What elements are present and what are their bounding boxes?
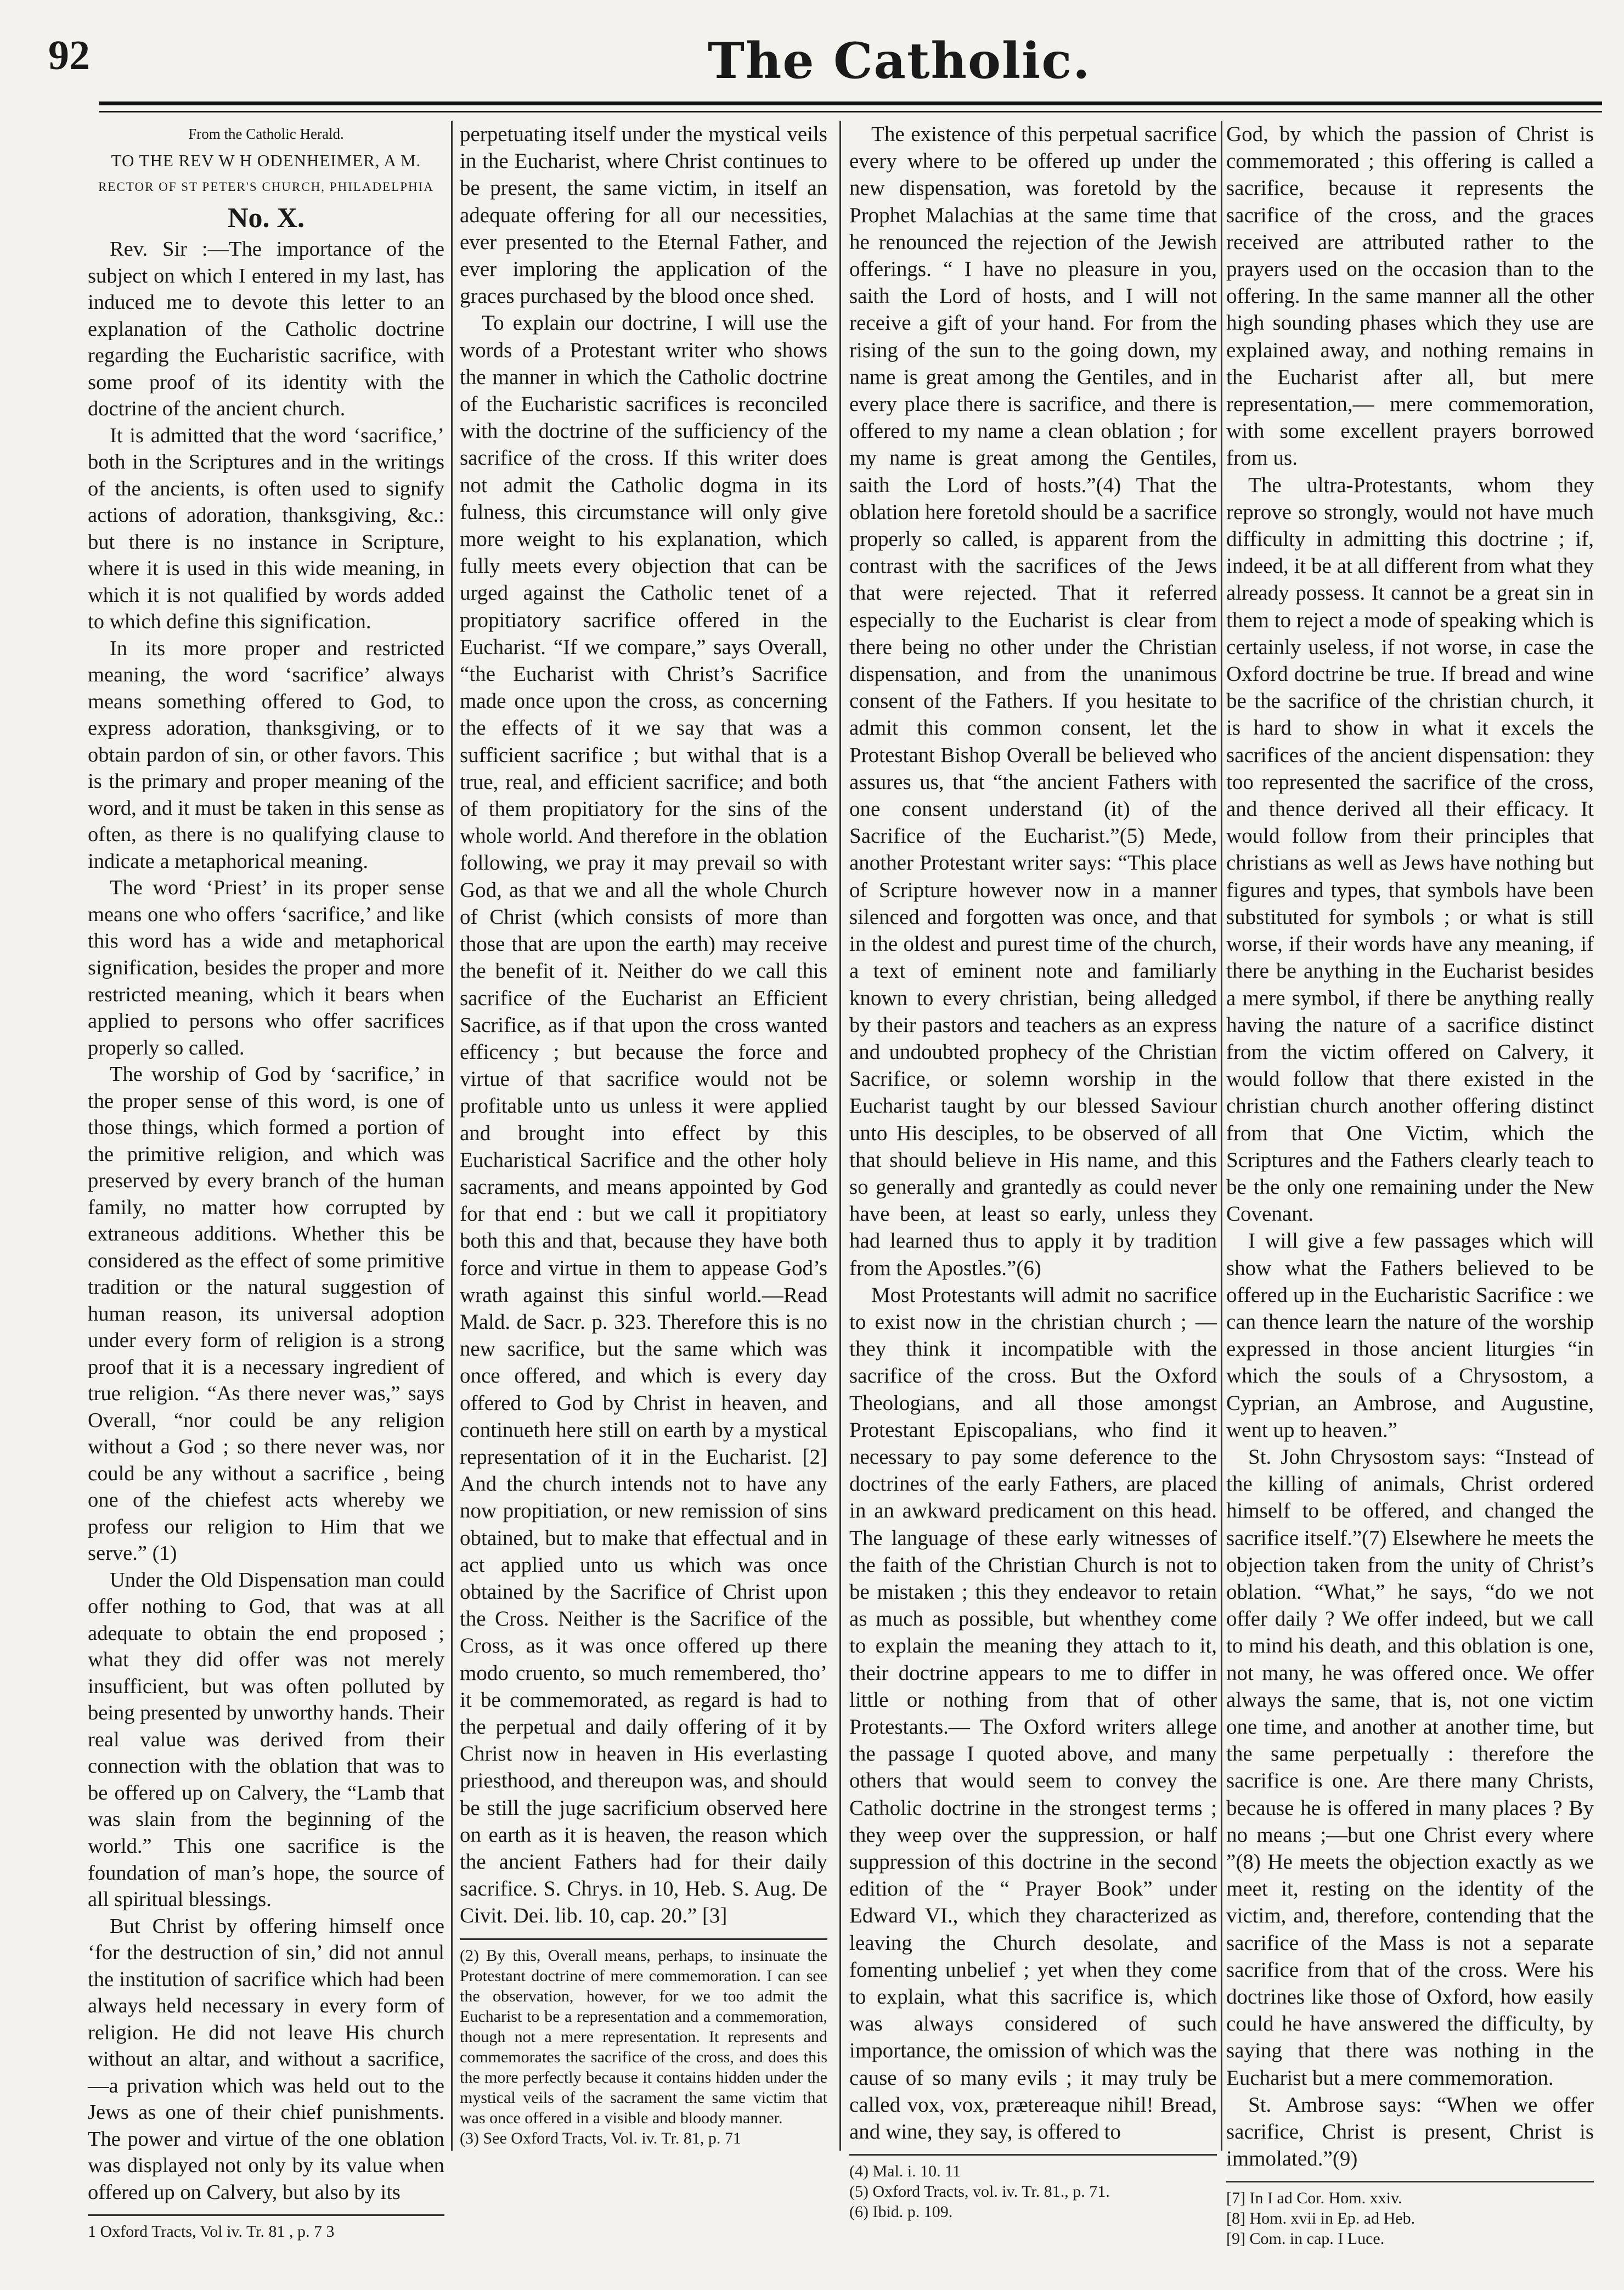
paragraph: Rev. Sir :—The importance of the subject on which I entered in my last, has induced me to devote this letter to an explanation of the Catholic doctrine regarding the Eucharistic sacrifice, with some proof of its identity with the doctrine of the ancient church.	[88, 238, 444, 421]
footnote: (5) Oxford Tracts, vol. iv. Tr. 81., p. 71.	[849, 2182, 1110, 2201]
paragraph: Most Protestants will admit no sacrifice to exist now in the christian church ; —they think it incompatible with the sacrifice of the cross. But the Oxford Theologians, and all those amongst Protestant Episcopalians, who find it necessary to pay some deference to the doctrines of the early Fathers, are placed in an awkward predicament on this head. The language of these early witnesses of the faith of the Christian Church is not to be mistaken ; this they endeavor to retain as much as possible, but whenthey come to explain the meaning they attach to it, their doctrine appears to me to differ in little or nothing from that of other Protestants.— The Oxford writers allege the passage I quoted above, and many others that would seem to convey the Catholic doctrine in the strongest terms ; they weep over the suppression, or half suppression of this doctrine in the second edition of the “ Prayer Book” under Edward VI., which they characterized as leaving the Church desolate, and fomenting unbelief ; yet when they come to explain, what this sacrifice is, which was always considered of such importance, the omission of which was the cause of so many evils ; it may truly be called vox, vox, prætereaque nihil! Bread, and wine, they say, is offered to	[849, 1283, 1217, 2144]
paragraph: The ultra-Protestants, whom they reprove so strongly, would not have much difficulty in admitting this doctrine ; if, indeed, it be at all different from what they already possess. It cannot be a great sin in them to reject a mode of speaking which is certainly useless, if not worse, in case the Oxford doctrine be true. If bread and wine be the sacrifice of the christian church, it is hard to show in what it excels the sacrifices of the ancient dispensation: they too represented the sacrifice of the cross, and thence derived all their efficacy. It would follow from their principles that christians as well as Jews have nothing but figures and types, that symbols have been substituted for symbols ; or what is still worse, if their words have any meaning, if there be anything in the Eucharist besides a mere symbol, if there be anything really having the nature of a sacrifice distinct from the victim offered on Calvery, it would follow that there existed in the christian church another offering distinct from that One Victim, which the Scriptures and the Fathers clearly teach to be the only one remaining under the New Covenant.	[1226, 473, 1594, 1226]
column-divider	[839, 121, 841, 2151]
source-line: From the Catholic Herald.	[188, 126, 344, 142]
paragraph: I will give a few passages which will show what the Fathers believed to be offered up in the Eucharistic Sacrifice : we can thence learn the nature of the worship expressed in those ancient liturgies “in which the souls of a Chrysostom, a Cyprian, an Ambrose, and Augustine, went up to heaven.”	[1226, 1229, 1594, 1442]
paragraph: It is admitted that the word ‘sacrifice,’ both in the Scriptures and in the writings of the ancients, is often used to signify actions of adoration, thanksgiving, &c.: but there is no instance in Scripture, where it is used in this wide meaning, in which it is not qualified by words added to which define this signification.	[88, 424, 444, 634]
footnote-rule	[88, 2214, 444, 2216]
masthead-title: The Catholic.	[708, 32, 1091, 90]
footnote: [7] In I ad Cor. Hom. xxiv.	[1226, 2189, 1402, 2208]
paragraph: The word ‘Priest’ in its proper sense means one who offers ‘sacrifice,’ and like this word has a wide and metaphorical signification, besides the proper and more restricted meaning, which it bears when applied to persons who offer sacrifices properly so called.	[88, 876, 444, 1059]
column-divider	[1221, 121, 1222, 2151]
addressee-title: RECTOR OF ST PETER'S CHURCH, PHILADELPHIA	[98, 180, 434, 194]
paragraph: The worship of God by ‘sacrifice,’ in the proper sense of this word, is one of those things, which formed a portion of the primitive religion, and which was preserved by every branch of the human family, no matter how corrupted by extraneous additions. Whether this be considered as the effect of some primitive tradition or the natural suggestion of human reason, its universal adoption under every form of religion is a strong proof that it is a necessary ingredient of true religion. “As there never was,” says Overall, “nor could be any religion without a God ; so there never was, nor could be any without a sacrifice , being one of the chiefest acts whereby we profess our religion to Him that we serve.” (1)	[88, 1063, 444, 1565]
letter-number: No. X.	[227, 202, 305, 234]
footnote: (2) By this, Overall means, perhaps, to insinuate the Protestant doctrine of mere commemoration. I can see the observation, however, for we too admit the Eucharist to be a representation and a commemoration, though not a mere representation. It represents and commemorates the sacrifice of the cross, and does this the more perfectly because it contains hidden under the mystical veils of the sacrament the same victim that was once offered in a visible and bloody manner.	[460, 1946, 827, 2127]
paragraph: St. John Chrysostom says: “Instead of the killing of animals, Christ ordered himself to be offered, and changed the sacrifice itself.”(7) Elsewhere he meets the objection taken from the unity of Christ’s oblation. “What,” he says, “do we not offer daily ? We offer indeed, but we call to mind his death, and this oblation is one, not many, he was offered once. We offer always the same, that is, not one victim one time, and another at another time, but the same perpetually : therefore the sacrifice is one. Are there many Christs, because he is offered in many places ? By no means ;—but one Christ every where ”(8) He meets the objection exactly as we meet it, resting on the identity of the victim, and, therefore, contending that the sacrifice of the Mass is not a separate sacrifice from that of the cross. Were his doctrines like those of Oxford, how easily could he have answered the difficulty, by saying that there was nothing in the Eucharist but a mere commemoration.	[1226, 1445, 1594, 2090]
header-rule	[99, 101, 1602, 112]
paragraph: Under the Old Dispensation man could offer nothing to God, that was at all adequate to obtain the end proposed ; what they did offer was not merely insufficient, but was often polluted by being presented by unworthy hands. Their real value was derived from their connection with the oblation that was to be offered up on Calvery, the “Lamb that was slain from the beginning of the world.” This one sacrifice is the foundation of man’s hope, the source of all spiritual blessings.	[88, 1568, 444, 1911]
paragraph: God, by which the passion of Christ is commemorated ; this offering is called a sacrifice, because it represents the sacrifice of the cross, and the graces received are attributed rather to the prayers used on the occasion than to the offering. In the same manner all the other high sounding phases which they use are explained away, and nothing remains in the Eucharist after all, but mere representation,— mere commemoration, with some excellent prayers borrowed from us.	[1226, 122, 1594, 470]
column-2	[460, 121, 827, 2148]
paragraph: In its more proper and restricted meaning, the word ‘sacrifice’ always means something offered to God, to express adoration, thanksgiving, or to obtain pardon of sin, or other favors. This is the primary and proper meaning of the word, and it must be taken in this sense as often, as there is no qualifying clause to indicate a metaphorical meaning.	[88, 636, 444, 873]
paragraph: St. Ambrose says: “When we offer sacrifice, Christ is present, Christ is immolated.”(9)	[1226, 2092, 1594, 2171]
paragraph: But Christ by offering himself once ‘for the destruction of sin,’ did not annul the institution of sacrifice which had been always held necessary in every form of religion. He did not leave His church without an altar, and without a sacrifice, —a privation which was held out to the Jews as one of their chief punishments. The power and virtue of the one oblation was displayed not only by its value when offered up on Calvery, but also by its	[88, 1914, 444, 2204]
letter-addressee: TO THE REV W H ODENHEIMER, A M.	[111, 150, 421, 170]
column-3	[849, 121, 1217, 2222]
footnote: (6) Ibid. p. 109.	[849, 2203, 953, 2221]
paragraph: The existence of this perpetual sacrifice every where to be offered up under the new dispensation, was foretold by the Prophet Malachias at the same time that he renounced the rejection of the Jewish offerings. “ I have no pleasure in you, saith the Lord of hosts, and I will not receive a gift of your hand. For from the rising of the sun to the going down, my name is great among the Gentiles, and in every place there is sacrifice, and there is offered to my name a clean oblation ; for my name is great among the Gentiles, saith the Lord of hosts.”(4) That the oblation here foretold should be a sacrifice properly so called, is apparent from the contrast with the sacrifices of the Jews that were rejected. That it referred especially to the Eucharist is clear from there being no other under the Christian dispensation, and from the unanimous consent of the Fathers. If you hesitate to admit this common consent, let the Protestant Bishop Overall be believed who assures us, that “the ancient Fathers with one consent understand (it) of the Sacrifice of the Eucharist.”(5) Mede, another Protestant writer says: “This place of Scripture however now in a manner silenced and forgotten was once, and that in the oldest and purest time of the church, a text of eminent note and familiarly known to every christian, being alledged by their pastors and teachers as an express and undoubted prophecy of the Christian Sacrifice, or solemn worship in the Eucharist taught by our blessed Saviour unto His desciples, to be observed of all that should believe in His name, and this so generally and grantedly as could never have been, at least so early, unless they had learned thus to apply it by tradition from the Apostles.”(6)	[849, 122, 1217, 1280]
footnote: (4) Mal. i. 10. 11	[849, 2162, 961, 2181]
footnote: 1 Oxford Tracts, Vol iv. Tr. 81 , p. 7 3	[88, 2223, 335, 2241]
footnote: [9] Com. in cap. I Luce.	[1226, 2230, 1385, 2248]
column-1	[88, 121, 444, 2242]
footnote: (3) See Oxford Tracts, Vol. iv. Tr. 81, p. 71	[460, 2129, 741, 2147]
footnote-rule	[849, 2154, 1217, 2156]
page-number: 92	[48, 32, 90, 78]
footnote-rule	[1226, 2181, 1594, 2182]
footnote: [8] Hom. xvii in Ep. ad Heb.	[1226, 2209, 1416, 2228]
column-4	[1226, 121, 1594, 2249]
footnote-rule	[460, 1938, 827, 1940]
column-divider	[451, 121, 453, 2151]
paragraph: perpetuating itself under the mystical veils in the Eucharist, where Christ continues to be present, the same victim, in itself an adequate offering for all our necessities, ever presented to the Eternal Father, and ever imploring the application of the graces purchased by the blood once shed.	[460, 122, 827, 308]
paragraph: To explain our doctrine, I will use the words of a Protestant writer who shows the manner in which the Catholic doctrine of the Eucharistic sacrifices is reconciled with the doctrine of the sufficiency of the sacrifice of the cross. If this writer does not admit the Catholic dogma in its fulness, this circumstance will only give more weight to his explanation, which fully meets every objection that can be urged against the Catholic tenet of a propitiatory sacrifice offered in the Eucharist. “If we compare,” says Overall, “the Eucharist with Christ’s Sacrifice made once upon the cross, as concerning the effects of it we say that was a sufficient sacrifice ; but withal that is a true, real, and efficient sacrifice; and both of them propitiatory for the sins of the whole world. And therefore in the oblation following, we pray it may prevail so with God, as that we and all the whole Church of Christ (which consists of more than those that are upon the earth) may receive the benefit of it. Neither do we call this sacrifice of the Eucharist an Efficient Sacrifice, as if that upon the cross wanted efficency ; but because the force and virtue of that sacrifice would not be profitable unto us unless it were applied and brought into effect by this Eucharistical Sacrifice and the other holy sacraments, and means appointed by God for that end : but we call it propitiatory both this and that, because they have both force and virtue in them to appease God’s wrath against this sinful world.—Read Mald. de Sacr. p. 323. Therefore this is no new sacrifice, but the same which was once offered, and which is every day offered to God by Christ in heaven, and continueth here still on earth by a mystical representation of it in the Eucharist. [2] And the church intends not to have any now propitiation, or new remission of sins obtained, but to make that effectual and in act applied unto us which was once obtained by the Sacrifice of Christ upon the Cross. Neither is the Sacrifice of the Cross, as it was once offered up there modo cruento, so much remembered, tho’ it be commemorated, as regard is had to the perpetual and daily offering of it by Christ now in heaven in His everlasting priesthood, and thereupon was, and should be still the juge sacrificium observed here on earth as it is heaven, the reason which the ancient Fathers had for their daily sacrifice. S. Chrys. in 10, Heb. S. Aug. De Civit. Dei. lib. 10, cap. 20.” [3]	[460, 311, 827, 1928]
